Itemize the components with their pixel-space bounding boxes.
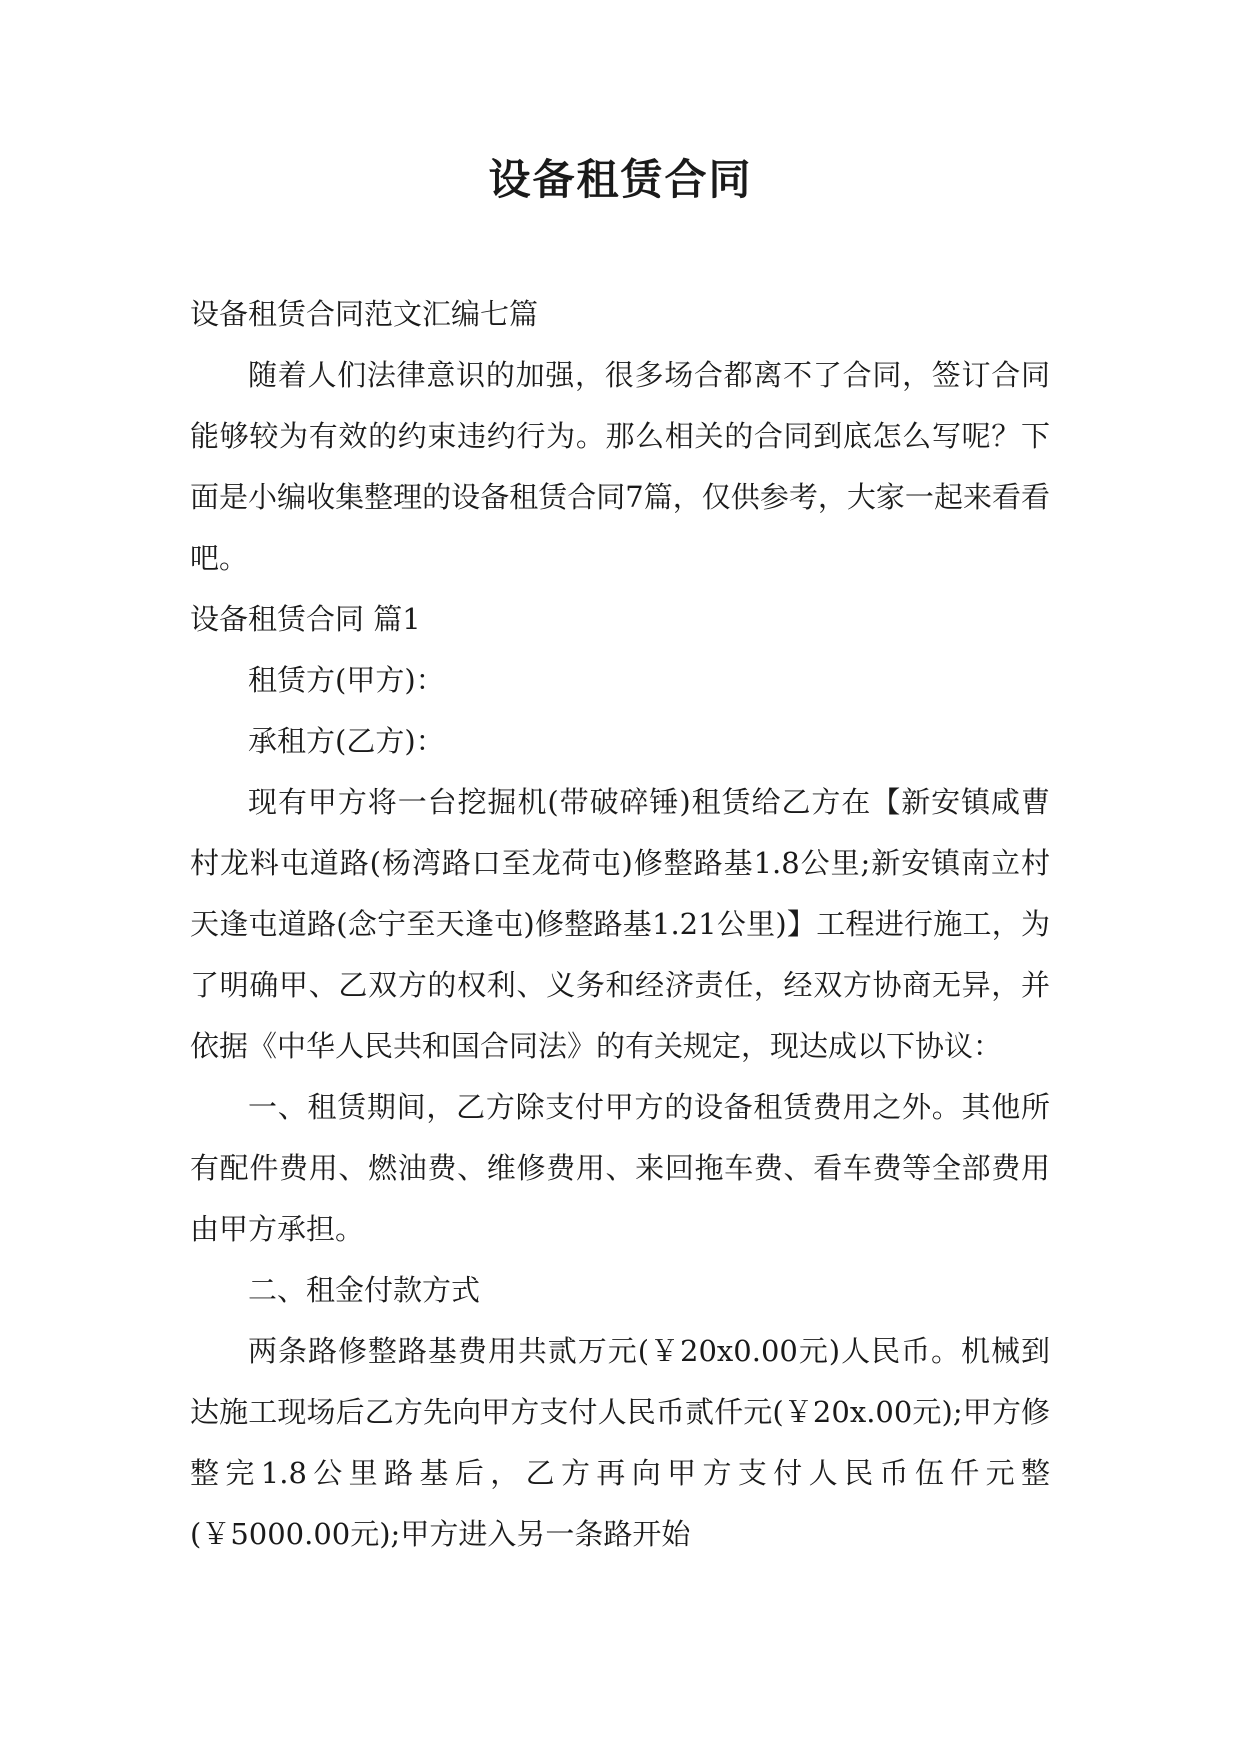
- contract-preamble: 现有甲方将一台挖掘机(带破碎锤)租赁给乙方在【新安镇咸曹村龙料屯道路(杨湾路口至龙荷屯)修整路基1.8公里;新安镇南立村天逢屯道路(念宁至天逢屯)修整路基1.21公里)】工程进行施工，为了明确甲、乙双方的权利、义务和经济责任，经双方协商无异，并依据《中华人民共和国合同法》的有关规定，现达成以下协议：: [190, 785, 1050, 1063]
- clause-2-heading: 二、租金付款方式: [248, 1273, 481, 1307]
- clause-2-text: 两条路修整路基费用共贰万元(￥20x0.00元)人民币。机械到达施工现场后乙方先向甲方支付人民币贰仟元(￥20x.00元);甲方修整完1.8公里路基后，乙方再向甲方支付人民币伍仟元整(￥5000.00元);甲方进入另一条路开始: [190, 1334, 1050, 1551]
- section-heading: 设备租赁合同 篇1: [190, 602, 421, 636]
- document-title: 设备租赁合同: [488, 155, 753, 204]
- document-body: [190, 284, 1050, 1565]
- document-subtitle: 设备租赁合同范文汇编七篇: [190, 297, 539, 331]
- intro-paragraph: 随着人们法律意识的加强，很多场合都离不了合同，签订合同能够较为有效的约束违约行为。那么相关的合同到底怎么写呢？下面是小编收集整理的设备租赁合同7篇，仅供参考，大家一起来看看吧。: [190, 358, 1050, 575]
- clause-1: 一、租赁期间，乙方除支付甲方的设备租赁费用之外。其他所有配件费用、燃油费、维修费用、来回拖车费、看车费等全部费用由甲方承担。: [190, 1090, 1050, 1246]
- party-a-line: 租赁方(甲方)：: [248, 663, 445, 697]
- party-b-line: 承租方(乙方)：: [248, 724, 445, 758]
